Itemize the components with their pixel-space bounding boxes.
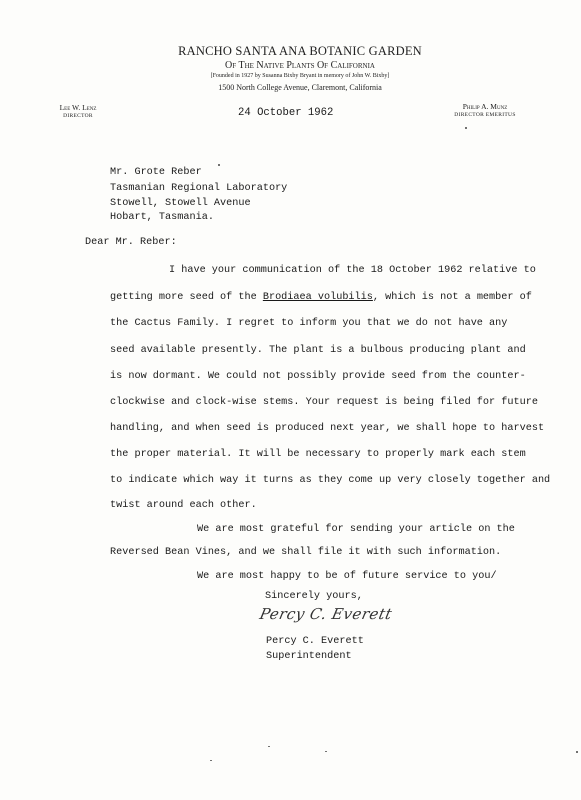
signer-name: Percy C. Everett [266,636,364,647]
staff-left [48,103,108,119]
staff-right-name: Philip A. Munz [462,102,508,111]
body-line: Reversed Bean Vines, and we shall file it with such information. [110,547,502,558]
recipient-line: Hobart, Tasmania. [110,212,214,223]
letterhead-founded-note: [Founded in 1927 by Susanna Bixby Bryant in memory of John W. Bixby] [210,73,390,79]
body-line: to indicate which way it turns as they come up very closely together and [110,475,551,486]
recipient-line: Mr. Grote Reber [110,167,202,178]
scan-speck [325,751,327,752]
scan-speck [210,760,212,761]
body-line [110,292,532,303]
staff-right-title: DIRECTOR EMERITUS [454,112,516,118]
handwritten-signature: Percy C. Everett [258,605,394,623]
body-line: twist around each other. [110,500,257,511]
letterhead-name: RANCHO SANTA ANA BOTANIC GARDEN [178,44,422,58]
scan-speck [218,164,220,166]
body-line: the Cactus Family. I regret to inform you that we do not have any [110,318,508,329]
scan-speck [576,751,578,753]
scan-speck [465,127,467,129]
staff-right [440,102,530,118]
staff-left-title: DIRECTOR [63,113,93,119]
body-line: handling, and when seed is produced next year, we shall hope to harvest [110,423,545,434]
salutation: Dear Mr. Reber: [85,237,177,248]
recipient-line: Tasmanian Regional Laboratory [110,183,288,194]
body-line: We are most happy to be of future service to you/ [197,571,497,582]
body-text: , which is not a member of [372,292,532,303]
signer-title: Superintendent [266,651,352,662]
body-line: I have your communication of the 18 October 1962 relative to [169,265,536,276]
body-text: getting more seed of the [110,292,263,303]
body-line: is now dormant. We could not possibly provide seed from the counter- [110,371,526,382]
closing: Sincerely yours, [265,591,363,602]
scan-speck [268,746,270,747]
body-line: the proper material. It will be necessary to properly mark each stem [110,449,526,460]
body-line: seed available presently. The plant is a bulbous producing plant and [110,345,526,356]
species-name: Brodiaea volubilis [262,292,373,303]
letterhead-subtitle: Of The Native Plants Of California [225,60,375,71]
body-line: clockwise and clock-wise stems. Your request is being filed for future [110,397,538,408]
body-line: We are most grateful for sending your article on the [197,524,515,535]
letterhead-address: 1500 North College Avenue, Claremont, California [218,83,382,92]
letter-date: 24 October 1962 [238,107,334,119]
recipient-line: Stowell, Stowell Avenue [110,198,251,209]
staff-left-name: Lee W. Lenz [59,103,97,112]
